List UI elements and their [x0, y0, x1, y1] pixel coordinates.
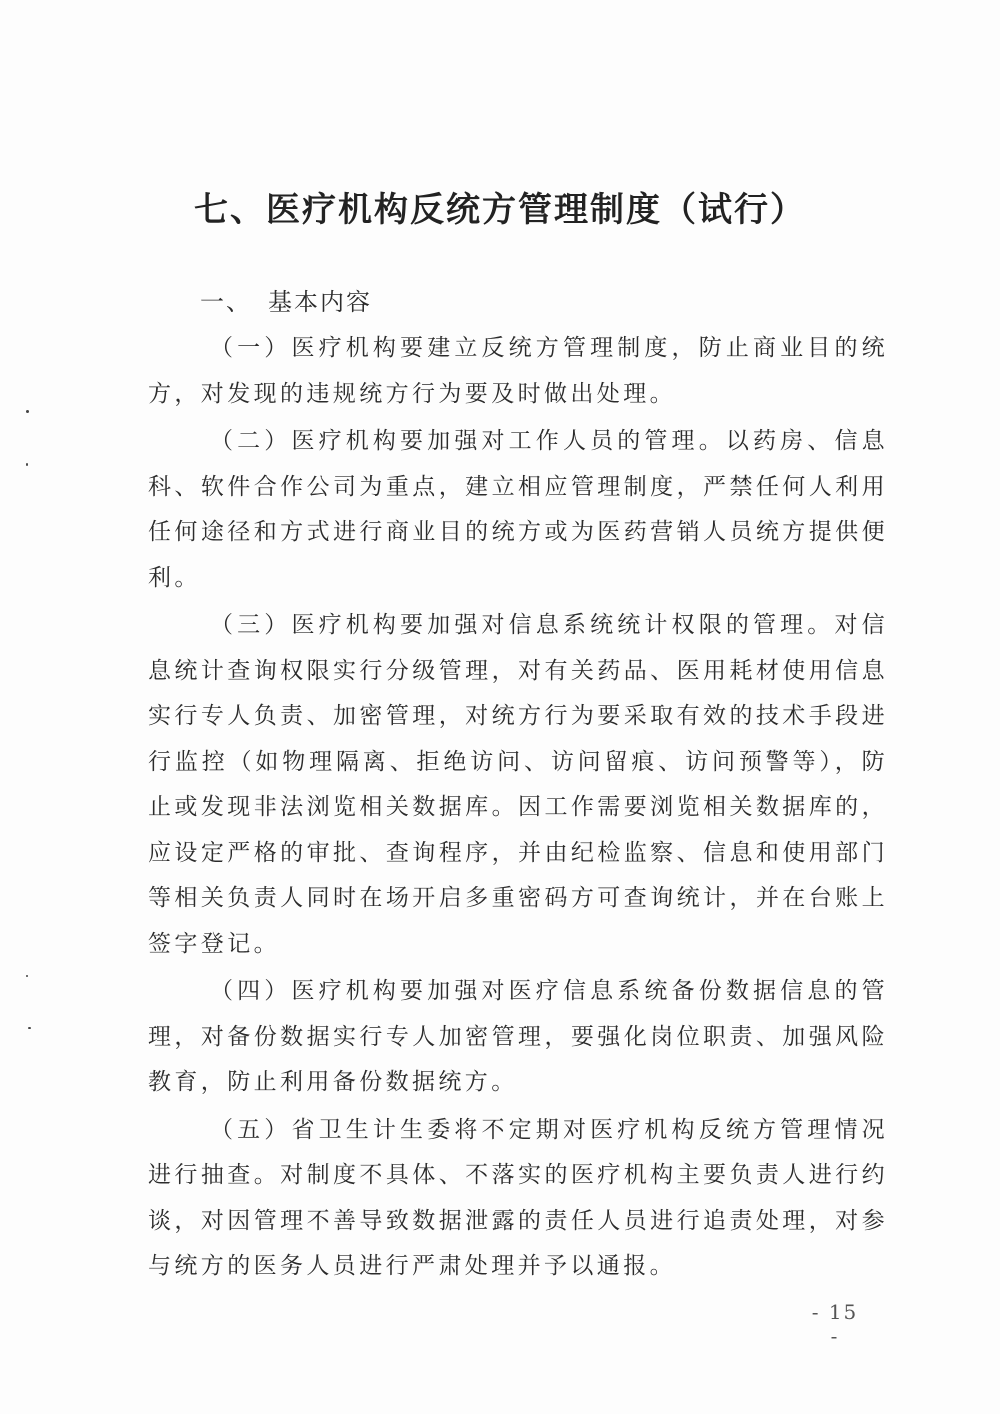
paragraph-5: （五）省卫生计生委将不定期对医疗机构反统方管理情况进行抽查。对制度不具体、不落实的医疗机构主要负责人进行约谈，对因管理不善导致数据泄露的责任人员进行追责处理，对参与统方的医务人员进行严肃处理并予以通报。 [148, 1116, 888, 1279]
section-heading [200, 282, 372, 317]
document-body [148, 326, 888, 1290]
scan-speck [28, 1027, 31, 1029]
paragraph-2: （二）医疗机构要加强对工作人员的管理。以药房、信息科、软件合作公司为重点，建立相应管理制度，严禁任何人利用任何途径和方式进行商业目的统方或为医药营销人员统方提供便利。 [148, 428, 888, 591]
section-number: 一、 [200, 288, 252, 316]
section-label: 基本内容 [268, 288, 372, 316]
page-number: - 15 - [811, 1300, 859, 1348]
scan-speck [26, 975, 28, 977]
paragraph-4: （四）医疗机构要加强对医疗信息系统备份数据信息的管理，对备份数据实行专人加密管理，要强化岗位职责、加强风险教育，防止利用备份数据统方。 [148, 978, 888, 1095]
paragraph-1: （一）医疗机构要建立反统方管理制度，防止商业目的统方，对发现的违规统方行为要及时做出处理。 [148, 335, 888, 407]
paragraph-3: （三）医疗机构要加强对信息系统统计权限的管理。对信息统计查询权限实行分级管理，对有关药品、医用耗材使用信息实行专人负责、加密管理，对统方行为要采取有效的技术手段进行监控（如物理隔离、拒绝访问、访问留痕、访问预警等），防止或发现非法浏览相关数据库。因工作需要浏览相关数据库的，应设定严格的审批、查询程序，并由纪检监察、信息和使用部门等相关负责人同时在场开启多重密码方可查询统计，并在台账上签字登记。 [148, 612, 888, 957]
document-title: 七、医疗机构反统方管理制度（试行） [194, 190, 806, 230]
scan-speck [26, 463, 28, 466]
scan-speck [26, 410, 29, 413]
